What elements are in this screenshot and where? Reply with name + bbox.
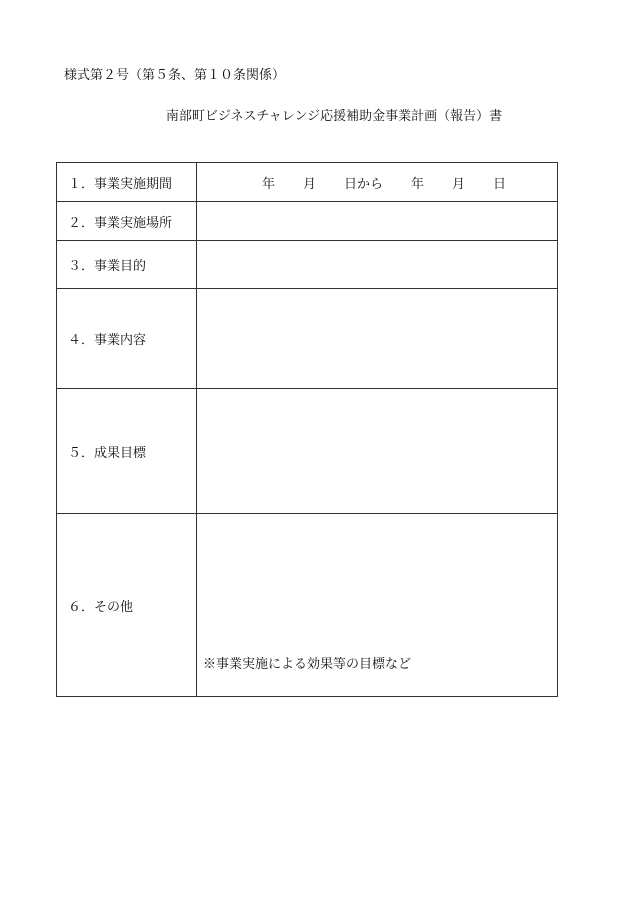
period-text	[197, 173, 557, 192]
document-title: 南部町ビジネスチャレンジ応援補助金事業計画（報告）書	[165, 109, 503, 124]
label-other: ６．その他	[57, 514, 197, 697]
label-content: ４．事業内容	[57, 289, 197, 389]
plan-table	[56, 162, 558, 697]
purpose-field[interactable]	[197, 241, 558, 289]
table-row-period	[57, 163, 558, 202]
label-location: ２．事業実施場所	[57, 202, 197, 241]
table-row-goals	[57, 389, 558, 514]
other-note: ※事業実施による効果等の目標など	[203, 657, 412, 672]
period-year-from: 年	[261, 176, 275, 192]
goals-field[interactable]	[197, 389, 558, 514]
label-period: １．事業実施期間	[57, 163, 197, 202]
other-field[interactable]	[197, 514, 558, 697]
location-field[interactable]	[197, 202, 558, 241]
period-day-from: 日から	[343, 176, 383, 192]
table-row-other	[57, 514, 558, 697]
period-day-to: 日	[493, 176, 507, 192]
label-purpose: ３．事業目的	[57, 241, 197, 289]
period-year-to: 年	[411, 176, 425, 192]
period-field[interactable]	[197, 163, 558, 202]
table-row-location	[57, 202, 558, 241]
table-row-purpose	[57, 241, 558, 289]
period-month-from: 月	[302, 176, 316, 192]
table-row-content	[57, 289, 558, 389]
label-goals: ５．成果目標	[57, 389, 197, 514]
form-number: 様式第２号（第５条、第１０条関係）	[64, 68, 286, 83]
period-month-to: 月	[452, 176, 466, 192]
content-field[interactable]	[197, 289, 558, 389]
